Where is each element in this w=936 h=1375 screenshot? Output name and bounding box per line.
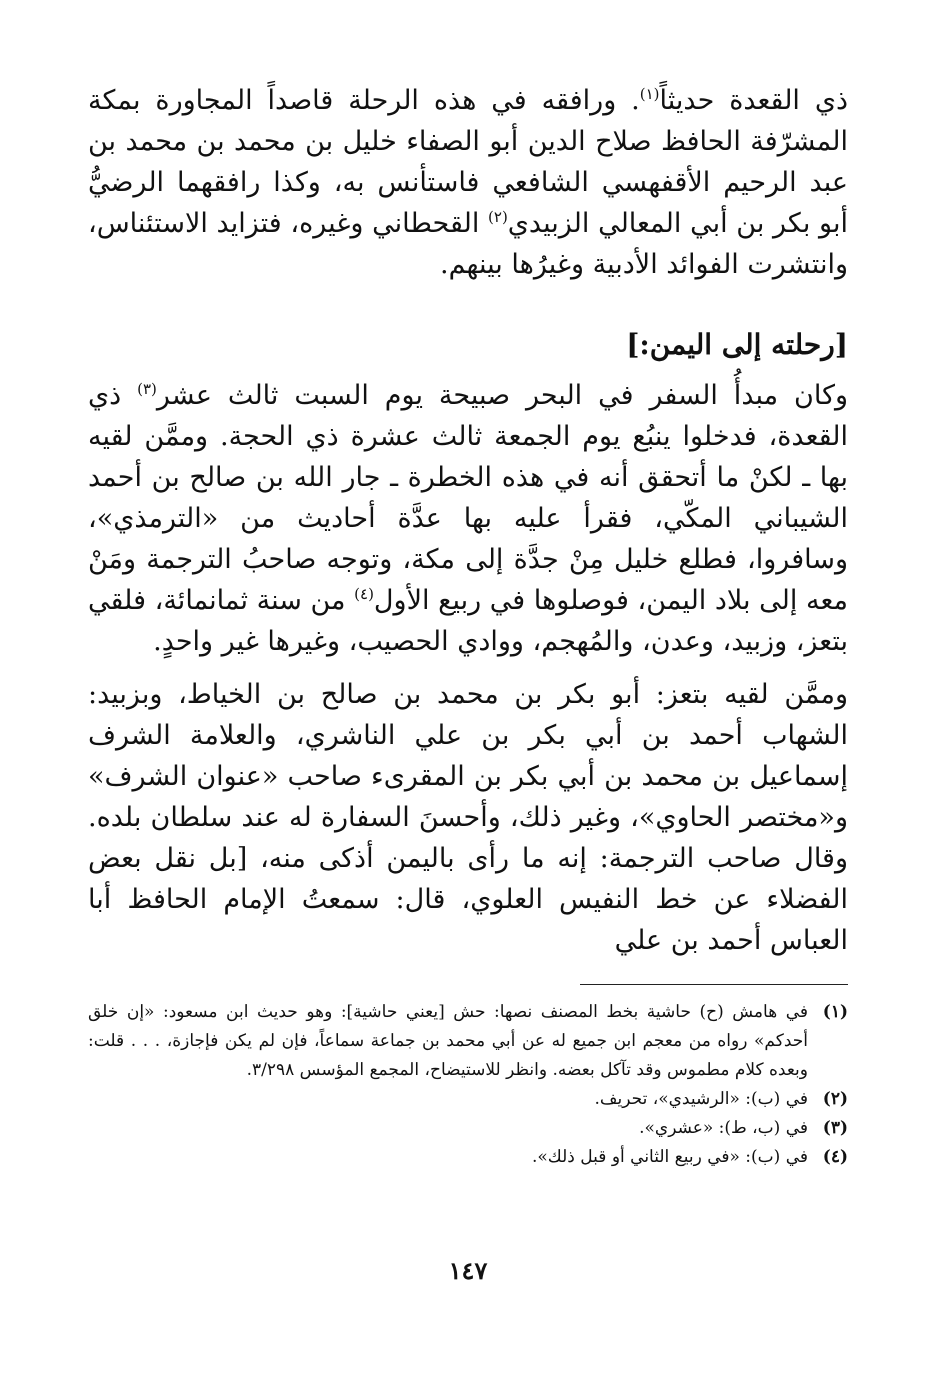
footnote-text: في (ب، ط): «عشري». <box>639 1118 808 1138</box>
paragraph-2-text-b: ذي القعدة، فدخلوا ينبُع يوم الجمعة ثالث عشرة ذي الحجة. وممَّن لقيه بها ـ لكنْ ما أتحقق أنه في هذه الخطرة ـ جار الله بن صالح بن أحمد الشيباني المكّي، فقرأ عليه بها عدَّة أحاديث من «الترمذي»، وسافروا، فطلع خليل مِنْ جدَّة إلى مكة، وتوجه صاحبُ الترجمة ومَنْ معه إلى بلاد اليمن، فوصلوها في ربيع الأول <box>88 380 848 616</box>
footnote-text: في (ب): «في ربيع الثاني أو قبل ذلك». <box>532 1147 808 1167</box>
page-number: ١٤٧ <box>448 1256 488 1285</box>
footnote-ref-1: (١) <box>639 85 660 103</box>
paragraph-2-text-c: من سنة ثمانمائة، فلقي بتعز، وزبيد، وعدن، والمُهجم، ووادي الحصيب، وغيرها غير واحدٍ. <box>88 585 848 657</box>
paragraph-2 <box>88 375 848 662</box>
footnote-2 <box>88 1085 848 1114</box>
footnote-4 <box>88 1143 848 1172</box>
paragraph-1 <box>88 80 848 285</box>
footnote-separator <box>580 984 848 985</box>
paragraph-1-text-a: ذي القعدة حديثاً <box>659 85 848 116</box>
footnote-ref-2: (٢) <box>488 208 508 226</box>
footnote-1 <box>88 998 848 1085</box>
footnote-text: في (ب): «الرشيدي»، تحريف. <box>594 1089 808 1109</box>
paragraph-1-text-b: . ورافقه في هذه الرحلة قاصداً المجاورة بمكة المشرّفة الحافظ صلاح الدين أبو الصفاء خليل بن محمد بن محمد بن عبد الرحيم الأقفهسي الشافعي فاستأنس به، وكذا رافقهما الرضيُّ أبو بكر بن أبي المعالي الزبيدي <box>88 85 849 239</box>
footnote-text: في هامش (ح) حاشية بخط المصنف نصها: حش [يعني حاشية]: وهو حديث ابن مسعود: «إن خلق أحدكم» رواه من معجم ابن جميع له عن أبي محمد بن جماعة سماعاً، فإن لم يكن فإجازة، . . . قلت: وبعده كلام مطموس وقد تآكل بعضه. وانظر للاستيضاح، المجمع المؤسس ٣/٢٩٨. <box>88 1002 808 1080</box>
section-heading: [رحلته إلى اليمن:] <box>626 328 848 361</box>
footnote-ref-3: (٣) <box>137 380 157 398</box>
paragraph-1-text-c: القحطاني وغيره، فتزايد الاستئناس، وانتشرت الفوائد الأدبية وغيرُها بينهم. <box>88 208 848 280</box>
footnotes <box>88 998 848 1172</box>
paragraph-2-text-a: وكان مبدأُ السفر في البحر صبيحة يوم السبت ثالث عشر <box>156 380 848 411</box>
footnote-number: (٢) <box>822 1089 848 1109</box>
paragraph-3: وممَّن لقيه بتعز: أبو بكر بن محمد بن صالح بن الخياط، وبزبيد: الشهاب أحمد بن أبي بكر بن علي الناشري، والعلامة الشرف إسماعيل بن محمد بن أبي بكر بن المقرىء صاحب «عنوان الشرف» و«مختصر الحاوي»، وغير ذلك، وأحسنَ السفارة له عند سلطان بلده. وقال صاحب الترجمة: إنه ما رأى باليمن أذكى منه، [بل نقل بعض الفضلاء عن خط النفيس العلوي، قال: سمعتُ الإمام الحافظ أبا العباس أحمد بن علي <box>88 679 848 956</box>
footnote-number: (٣) <box>822 1118 848 1138</box>
footnote-number: (١) <box>822 1002 848 1022</box>
main-text <box>88 80 848 961</box>
footnote-number: (٤) <box>822 1147 848 1167</box>
footnote-ref-4: (٤) <box>354 585 374 603</box>
footnote-3 <box>88 1114 848 1143</box>
